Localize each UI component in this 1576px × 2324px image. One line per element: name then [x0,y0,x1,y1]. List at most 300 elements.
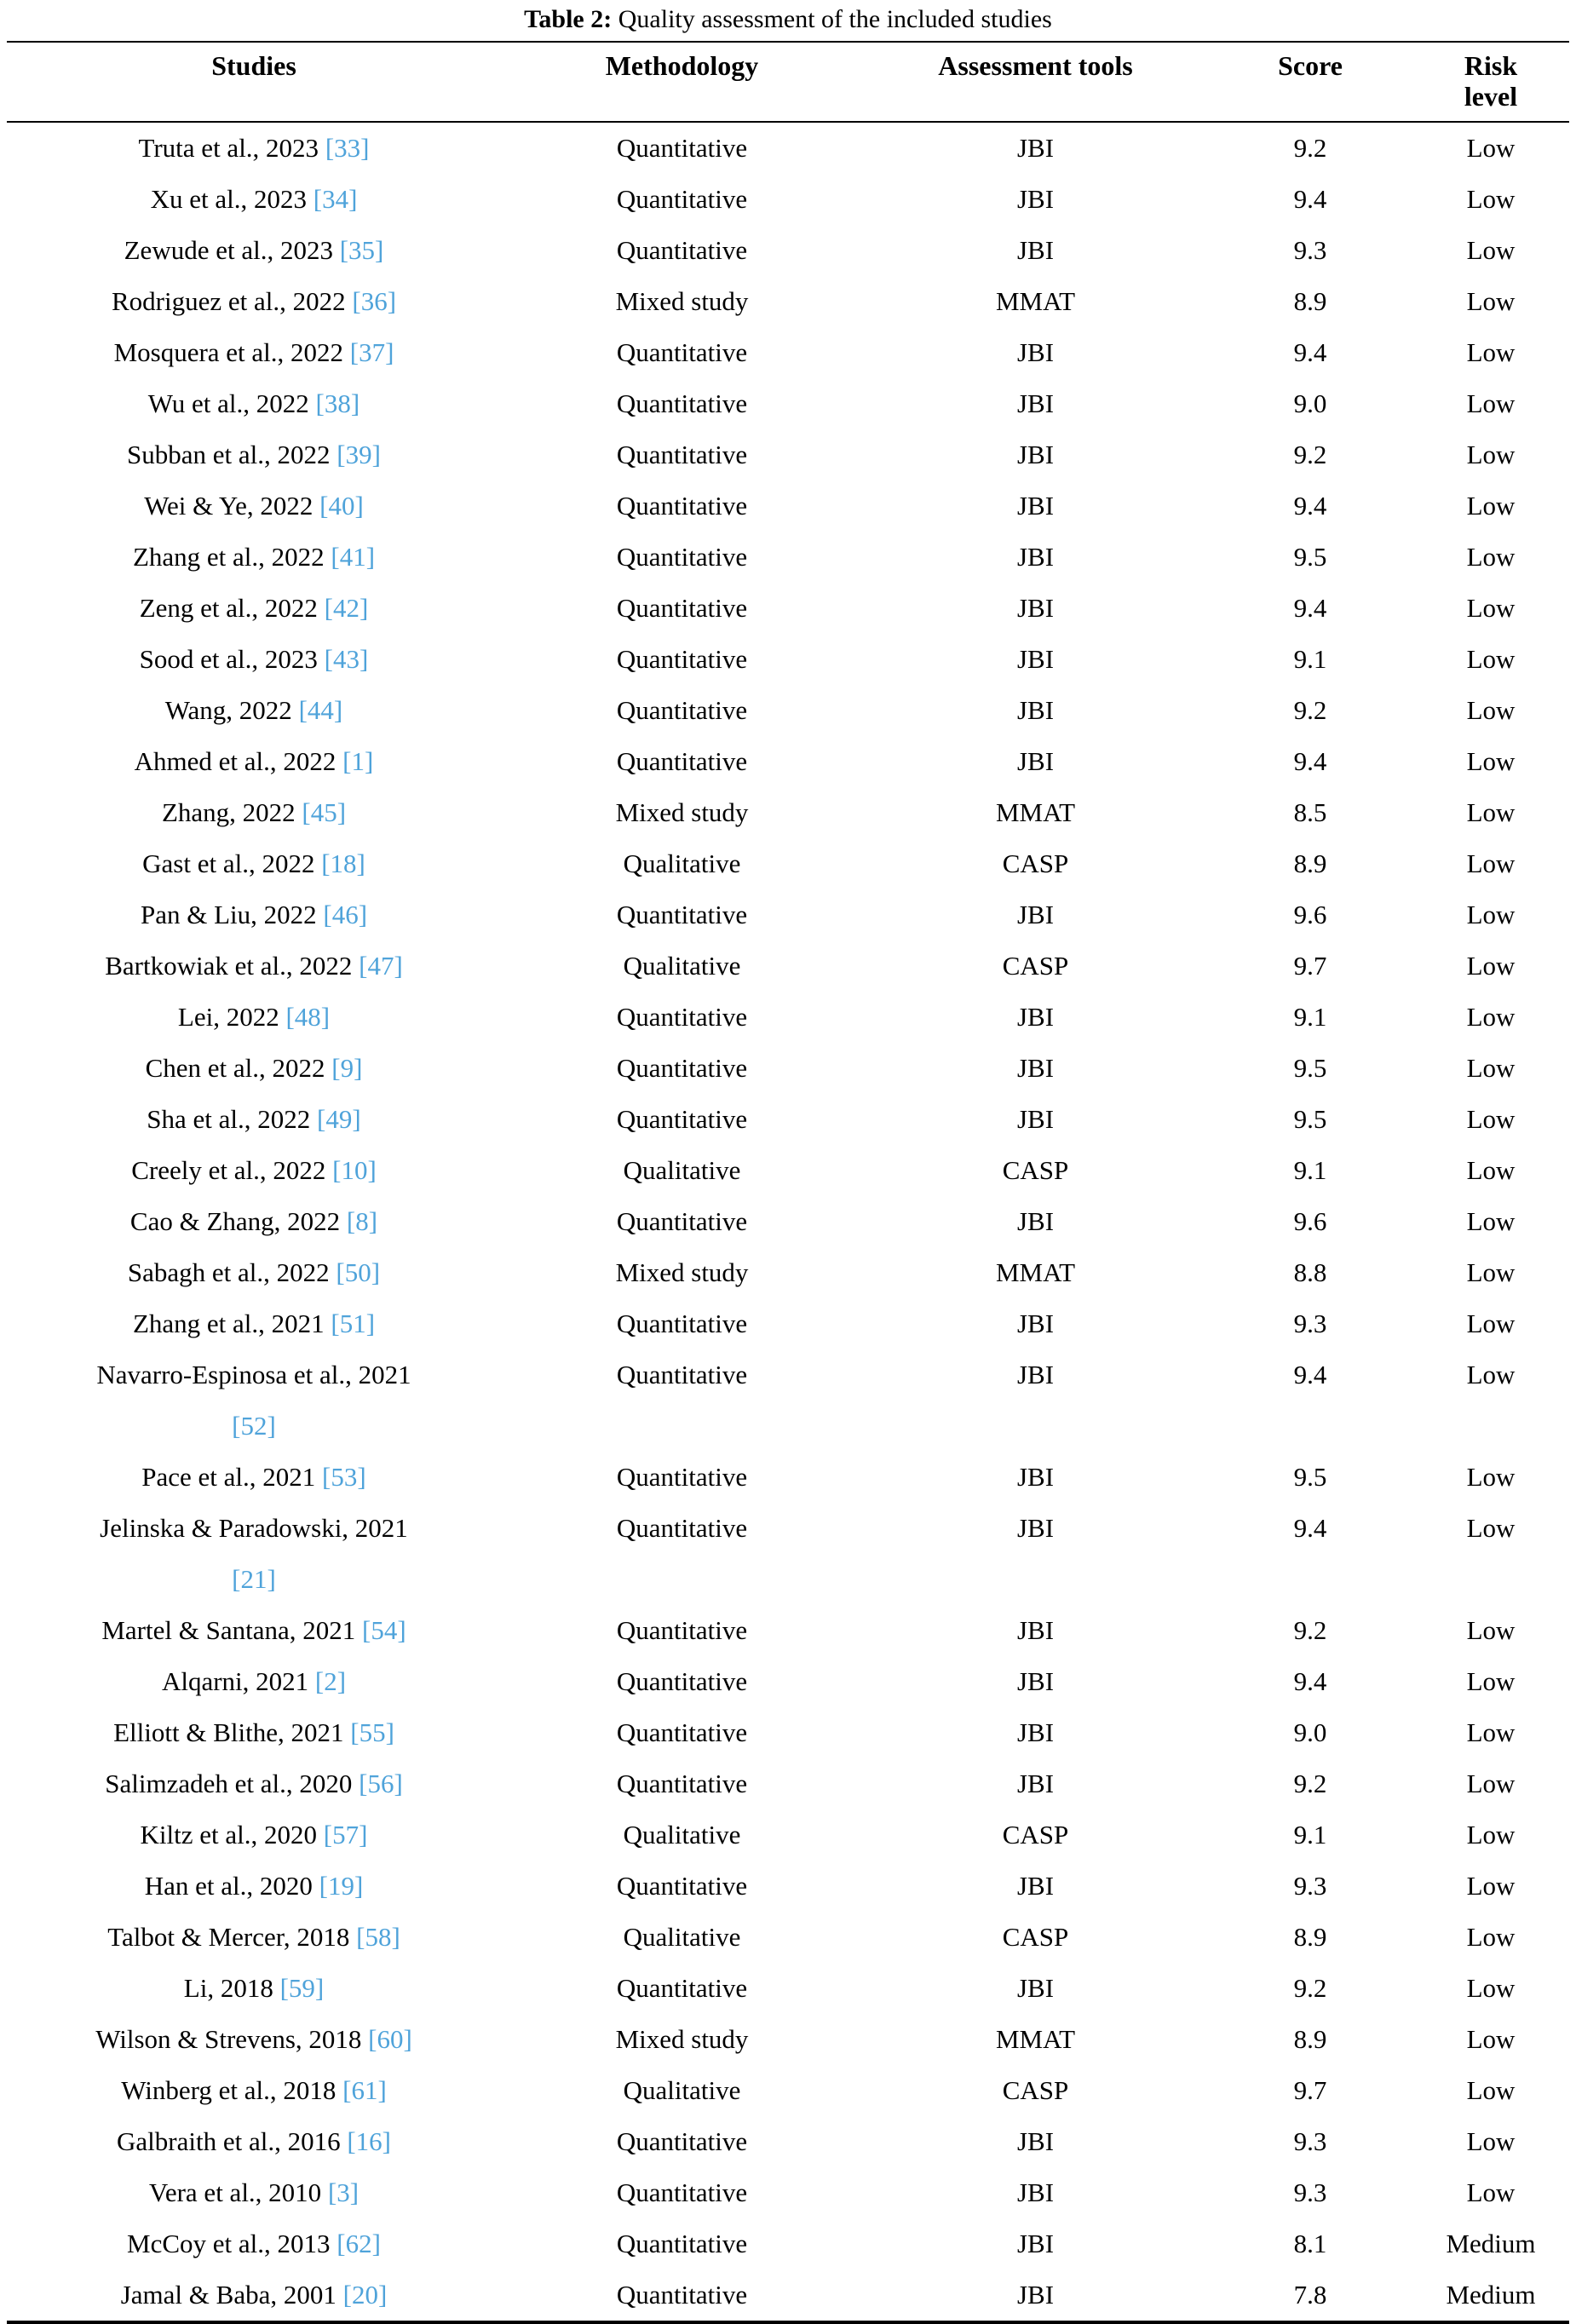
citation-link[interactable] [322,1462,366,1492]
methodology-cell: Quantitative [616,1769,748,1798]
risk-level-cell: Low [1466,440,1516,469]
risk-level-cell: Low [1466,951,1516,981]
methodology-cell: Quantitative [616,542,748,572]
study-name: Salimzadeh et al., 2020 [105,1769,353,1798]
score-cell: 9.1 [1293,1002,1327,1032]
table-row [7,685,1569,736]
citation-number: 45 [310,797,337,827]
risk-level-cell: Low [1466,1769,1516,1798]
citation-link[interactable] [347,1206,377,1236]
assessment-tool-cell: MMAT [995,1257,1075,1287]
citation-bracket-open: [ [352,286,361,316]
citation-link[interactable] [328,2177,359,2207]
citation-number: 37 [359,337,386,367]
score-cell: 9.4 [1293,746,1327,776]
assessment-tool-cell: JBI [1016,1769,1055,1798]
assessment-tool-cell: JBI [1016,695,1055,725]
score-cell: 9.4 [1293,1360,1327,1389]
citation-link[interactable] [340,235,384,265]
citation-number: 54 [371,1615,398,1645]
study-name: Sabagh et al., 2022 [127,1257,330,1287]
citation-number: 1 [351,746,365,776]
table-row [7,327,1569,378]
citation-link[interactable] [316,388,360,418]
risk-level-cell: Low [1466,1615,1516,1645]
study-name: Pan & Liu, 2022 [140,900,317,929]
methodology-cell: Qualitative [623,1155,741,1185]
study-name: Martel & Santana, 2021 [101,1615,356,1645]
citation-link[interactable] [323,900,367,929]
study-name: Galbraith et al., 2016 [117,2126,341,2156]
assessment-tool-cell: JBI [1016,235,1055,265]
methodology-cell: Quantitative [616,2177,748,2207]
study-name: Vera et al., 2010 [148,2177,322,2207]
citation-number: 38 [324,388,351,418]
citation-number: 62 [345,2229,372,2258]
citation-link[interactable] [362,1615,406,1645]
citation-bracket-open: [ [313,184,323,214]
score-cell: 8.9 [1293,286,1327,316]
study-cell [7,532,501,583]
table-row [7,2065,1569,2116]
study-name: Rodriguez et al., 2022 [111,286,346,316]
risk-level-cell: Low [1466,1104,1516,1134]
citation-link[interactable] [368,2024,412,2054]
citation-bracket-close: ] [356,848,365,878]
study-name: Pace et al., 2021 [141,1462,316,1492]
citation-number: 50 [344,1257,371,1287]
citation-link[interactable] [317,1104,361,1134]
citation-number: 41 [339,542,366,572]
score-cell: 9.4 [1293,337,1327,367]
citation-bracket-close: ] [359,593,369,623]
citation-bracket-open: [ [336,1257,345,1287]
assessment-tool-cell: JBI [1016,2280,1055,2310]
risk-level-cell: Low [1466,1360,1516,1389]
methodology-cell: Quantitative [616,1206,748,1236]
study-cell [7,122,501,174]
citation-number: 21 [240,1564,267,1594]
citation-link[interactable] [336,1257,380,1287]
citation-bracket-close: ] [354,1871,364,1901]
citation-link[interactable] [343,2280,388,2310]
study-name: Cao & Zhang, 2022 [129,1206,341,1236]
risk-level-cell: Low [1466,1206,1516,1236]
citation-link[interactable] [325,133,370,163]
table-row [7,276,1569,327]
study-name: Mosquera et al., 2022 [113,337,344,367]
assessment-tool-cell: MMAT [995,797,1075,827]
methodology-cell: Quantitative [616,1053,748,1083]
citation-link[interactable] [285,1002,330,1032]
methodology-cell: Quantitative [616,2229,748,2258]
methodology-cell: Quantitative [616,235,748,265]
citation-link[interactable] [325,644,369,674]
citation-bracket-open: [ [325,133,335,163]
table-row [7,1298,1569,1349]
study-cell [7,1861,501,1912]
risk-level-cell: Low [1466,695,1516,725]
score-cell: 9.1 [1293,644,1327,674]
citation-bracket-close: ] [397,1615,406,1645]
citation-bracket-open: [ [331,1309,340,1338]
methodology-cell: Quantitative [616,2280,748,2310]
citation-link[interactable] [299,695,343,725]
table-row [7,1809,1569,1861]
citation-link[interactable] [359,1769,403,1798]
citation-bracket-open: [ [359,951,368,981]
citation-link[interactable] [350,337,394,367]
risk-level-cell: Low [1466,2075,1516,2105]
assessment-tool-cell: JBI [1016,1002,1055,1032]
study-cell [7,992,501,1043]
citation-bracket-open: [ [322,1462,331,1492]
citation-bracket-open: [ [315,388,325,418]
risk-level-cell: Low [1466,1053,1516,1083]
citation-bracket-open: [ [321,848,331,878]
assessment-tool-cell: JBI [1016,491,1055,521]
study-name: Jamal & Baba, 2001 [120,2280,336,2310]
citation-link[interactable] [331,1309,375,1338]
assessment-tool-cell: MMAT [995,2024,1075,2054]
score-cell: 9.7 [1293,2075,1327,2105]
citation-bracket-open: [ [302,797,311,827]
study-name: Zeng et al., 2022 [139,593,318,623]
citation-number: 19 [327,1871,354,1901]
citation-link[interactable] [342,746,373,776]
score-cell: 9.2 [1293,1615,1327,1645]
citation-bracket-open: [ [336,440,346,469]
citation-bracket-close: ] [382,2126,391,2156]
citation-link[interactable] [319,1871,364,1901]
assessment-tool-cell: JBI [1016,1206,1055,1236]
citation-bracket-open: [ [336,2229,346,2258]
citation-number: 60 [377,2024,404,2054]
table-row [7,1963,1569,2014]
citation-number: 46 [331,900,359,929]
assessment-tool-cell: CASP [1002,951,1069,981]
citation-bracket-close: ] [314,1973,325,2003]
assessment-tool-cell: JBI [1016,1309,1055,1338]
citation-number: 52 [240,1411,267,1441]
score-cell: 9.3 [1293,2126,1327,2156]
assessment-tool-cell: JBI [1016,184,1055,214]
header-methodology: Methodology [501,42,863,122]
study-cell [7,225,501,276]
table-row [7,2167,1569,2218]
methodology-cell: Quantitative [616,1002,748,1032]
methodology-cell: Qualitative [623,951,741,981]
table-row [7,2218,1569,2269]
citation-link[interactable] [331,542,375,572]
score-cell: 9.0 [1293,388,1327,418]
citation-bracket-close: ] [377,2075,387,2105]
citation-bracket-open: [ [342,746,352,776]
citation-link[interactable] [359,951,403,981]
assessment-tool-cell: JBI [1016,1871,1055,1901]
score-cell: 8.5 [1293,797,1327,827]
table-row [7,2116,1569,2167]
study-cell [7,1145,501,1196]
citation-link[interactable] [331,1053,362,1083]
citation-link[interactable] [280,1973,325,2003]
score-cell: 9.7 [1293,951,1327,981]
study-name: Ahmed et al., 2022 [134,746,336,776]
methodology-cell: Quantitative [616,746,748,776]
citation-link[interactable] [325,593,369,623]
citation-bracket-close: ] [375,235,384,265]
score-cell: 9.3 [1293,2177,1327,2207]
risk-level-cell: Low [1466,2177,1516,2207]
citation-number: 56 [367,1769,394,1798]
study-cell [7,1043,501,1094]
table-caption [0,5,1576,41]
table-row [7,2269,1569,2322]
table-row [7,480,1569,532]
citation-bracket-open: [ [331,542,340,572]
assessment-tool-cell: JBI [1016,1717,1055,1747]
study-cell [7,1196,501,1247]
study-cell [7,1094,501,1145]
study-name: Kiltz et al., 2020 [140,1820,318,1849]
citation-number: 44 [307,695,334,725]
score-cell: 9.2 [1293,133,1327,163]
study-name: Zhang et al., 2021 [132,1309,325,1338]
citation-link[interactable] [332,1155,377,1185]
score-cell: 9.3 [1293,235,1327,265]
citation-bracket-close: ] [357,1462,366,1492]
citation-link[interactable] [10,1401,498,1452]
table-row [7,1145,1569,1196]
score-cell: 9.4 [1293,1513,1327,1543]
methodology-cell: Quantitative [616,1360,748,1389]
study-name: Jelinska & Paradowski, 2021 [100,1513,408,1543]
citation-bracket-open: [ [368,2024,377,2054]
citation-bracket-close: ] [365,1309,376,1338]
methodology-cell: Quantitative [616,593,748,623]
header-risk-level [1412,42,1569,122]
score-cell: 9.6 [1293,900,1327,929]
citation-link[interactable] [302,797,346,827]
risk-level-cell: Low [1466,1973,1516,2003]
score-cell: 9.4 [1293,184,1327,214]
table-row [7,1861,1569,1912]
header-score: Score [1208,42,1412,122]
study-cell [7,1912,501,1963]
citation-bracket-open: [ [359,1769,368,1798]
header-risk-level-label: Risk level [1464,50,1518,112]
risk-level-cell: Low [1466,491,1516,521]
methodology-cell: Quantitative [616,900,748,929]
citation-link[interactable] [350,1717,394,1747]
methodology-cell: Qualitative [623,1922,741,1952]
citation-number: 61 [351,2075,378,2105]
citation-number: 59 [288,1973,315,2003]
citation-bracket-close: ] [333,695,343,725]
risk-level-cell: Medium [1446,2229,1536,2258]
score-cell: 9.6 [1293,1206,1327,1236]
citation-bracket-open: [ [356,1922,365,1952]
table-row [7,992,1569,1043]
score-cell: 8.9 [1293,1922,1327,1952]
citation-link[interactable] [352,286,396,316]
citation-link[interactable] [336,2229,381,2258]
study-cell [7,1298,501,1349]
header-assessment-tools: Assessment tools [863,42,1208,122]
citation-link[interactable] [321,848,365,878]
risk-level-cell: Low [1466,133,1516,163]
study-name: Subban et al., 2022 [127,440,331,469]
methodology-cell: Quantitative [616,1309,748,1338]
risk-level-cell: Low [1466,644,1516,674]
citation-bracket-open: [ [314,1666,325,1696]
study-name: McCoy et al., 2013 [127,2229,331,2258]
assessment-tool-cell: CASP [1002,2075,1069,2105]
citation-link[interactable] [356,1922,400,1952]
citation-link[interactable] [10,1554,498,1605]
methodology-cell: Quantitative [616,1104,748,1134]
risk-level-cell: Low [1466,900,1516,929]
score-cell: 9.1 [1293,1820,1327,1849]
study-name: Creely et al., 2022 [131,1155,326,1185]
study-cell [7,583,501,634]
methodology-cell: Quantitative [616,1717,748,1747]
table-row [7,1247,1569,1298]
methodology-cell: Quantitative [616,184,748,214]
study-name: Xu et al., 2023 [150,184,307,214]
score-cell: 9.5 [1293,1462,1327,1492]
citation-bracket-close: ] [394,951,403,981]
methodology-cell: Quantitative [616,695,748,725]
study-name: Winberg et al., 2018 [121,2075,336,2105]
risk-level-cell: Low [1466,2024,1516,2054]
citation-link[interactable] [313,184,358,214]
score-cell: 9.5 [1293,542,1327,572]
risk-level-cell: Low [1466,286,1516,316]
citation-bracket-open: [ [319,491,329,521]
citation-bracket-close: ] [354,1053,363,1083]
assessment-tool-cell: JBI [1016,440,1055,469]
assessment-tool-cell: JBI [1016,337,1055,367]
study-name: Navarro-Espinosa et al., 2021 [96,1360,411,1389]
citation-number: 57 [332,1820,359,1849]
citation-link[interactable] [324,1820,368,1849]
study-cell [7,480,501,532]
citation-bracket-close: ] [336,1666,347,1696]
methodology-cell: Quantitative [616,1973,748,2003]
study-cell [7,2218,501,2269]
study-name: Elliott & Blithe, 2021 [113,1717,344,1747]
citation-number: 35 [348,235,376,265]
citation-number: 39 [345,440,372,469]
risk-level-cell: Low [1466,337,1516,367]
citation-bracket-close: ] [394,1769,403,1798]
risk-level-cell: Low [1466,1871,1516,1901]
assessment-tool-cell: CASP [1002,1820,1069,1849]
citation-bracket-open: [ [349,337,359,367]
study-cell [7,889,501,941]
citation-bracket-close: ] [371,2229,381,2258]
citation-bracket-open: [ [342,2075,352,2105]
study-name: Chen et al., 2022 [145,1053,325,1083]
table-row [7,838,1569,889]
citation-bracket-close: ] [377,2280,388,2310]
study-cell [7,174,501,225]
study-cell [7,1349,501,1452]
citation-number: 42 [332,593,359,623]
citation-bracket-close: ] [365,746,374,776]
study-cell [7,1707,501,1758]
citation-link[interactable] [315,1666,346,1696]
methodology-cell: Mixed study [615,2024,749,2054]
study-name: Truta et al., 2023 [138,133,319,163]
table-row [7,1349,1569,1452]
study-name: Wei & Ye, 2022 [144,491,313,521]
methodology-cell: Mixed study [615,797,749,827]
methodology-cell: Qualitative [623,1820,741,1849]
risk-level-cell: Low [1466,542,1516,572]
citation-bracket-close: ] [267,1411,276,1441]
score-cell: 9.4 [1293,491,1327,521]
score-cell: 9.0 [1293,1717,1327,1747]
citation-link[interactable] [319,491,364,521]
study-cell [7,1809,501,1861]
assessment-tool-cell: JBI [1016,593,1055,623]
citation-link[interactable] [336,440,381,469]
study-cell [7,685,501,736]
study-name: Zewude et al., 2023 [124,235,333,265]
citation-link[interactable] [347,2126,391,2156]
table-row [7,736,1569,787]
citation-number: 43 [333,644,359,674]
score-cell: 9.2 [1293,1973,1327,2003]
citation-bracket-close: ] [385,1717,394,1747]
citation-number: 20 [351,2280,378,2310]
citation-bracket-open: [ [347,2126,356,2156]
risk-level-cell: Low [1466,797,1516,827]
table-row [7,1094,1569,1145]
assessment-tool-cell: CASP [1002,1922,1069,1952]
study-name: Li, 2018 [183,1973,273,2003]
risk-level-cell: Low [1466,2126,1516,2156]
risk-level-cell: Low [1466,1002,1516,1032]
study-name: Sha et al., 2022 [147,1104,311,1134]
score-cell: 9.2 [1293,695,1327,725]
methodology-cell: Quantitative [616,337,748,367]
table-body [7,122,1569,2322]
assessment-tool-cell: JBI [1016,2229,1055,2258]
study-cell [7,378,501,429]
citation-bracket-open: [ [232,1564,241,1594]
citation-number: 40 [328,491,355,521]
study-cell [7,1605,501,1656]
methodology-cell: Quantitative [616,388,748,418]
study-name: Zhang et al., 2022 [132,542,325,572]
citation-link[interactable] [342,2075,387,2105]
risk-level-cell: Low [1466,1820,1516,1849]
citation-bracket-close: ] [359,1820,368,1849]
citation-bracket-close: ] [352,1104,361,1134]
study-name: Zhang, 2022 [161,797,296,827]
citation-bracket-close: ] [267,1564,276,1594]
assessment-tool-cell: JBI [1016,900,1055,929]
table-row [7,941,1569,992]
methodology-cell: Mixed study [615,286,749,316]
citation-number: 36 [360,286,388,316]
study-name: Wu et al., 2022 [147,388,309,418]
study-cell [7,787,501,838]
citation-bracket-close: ] [371,1257,381,1287]
